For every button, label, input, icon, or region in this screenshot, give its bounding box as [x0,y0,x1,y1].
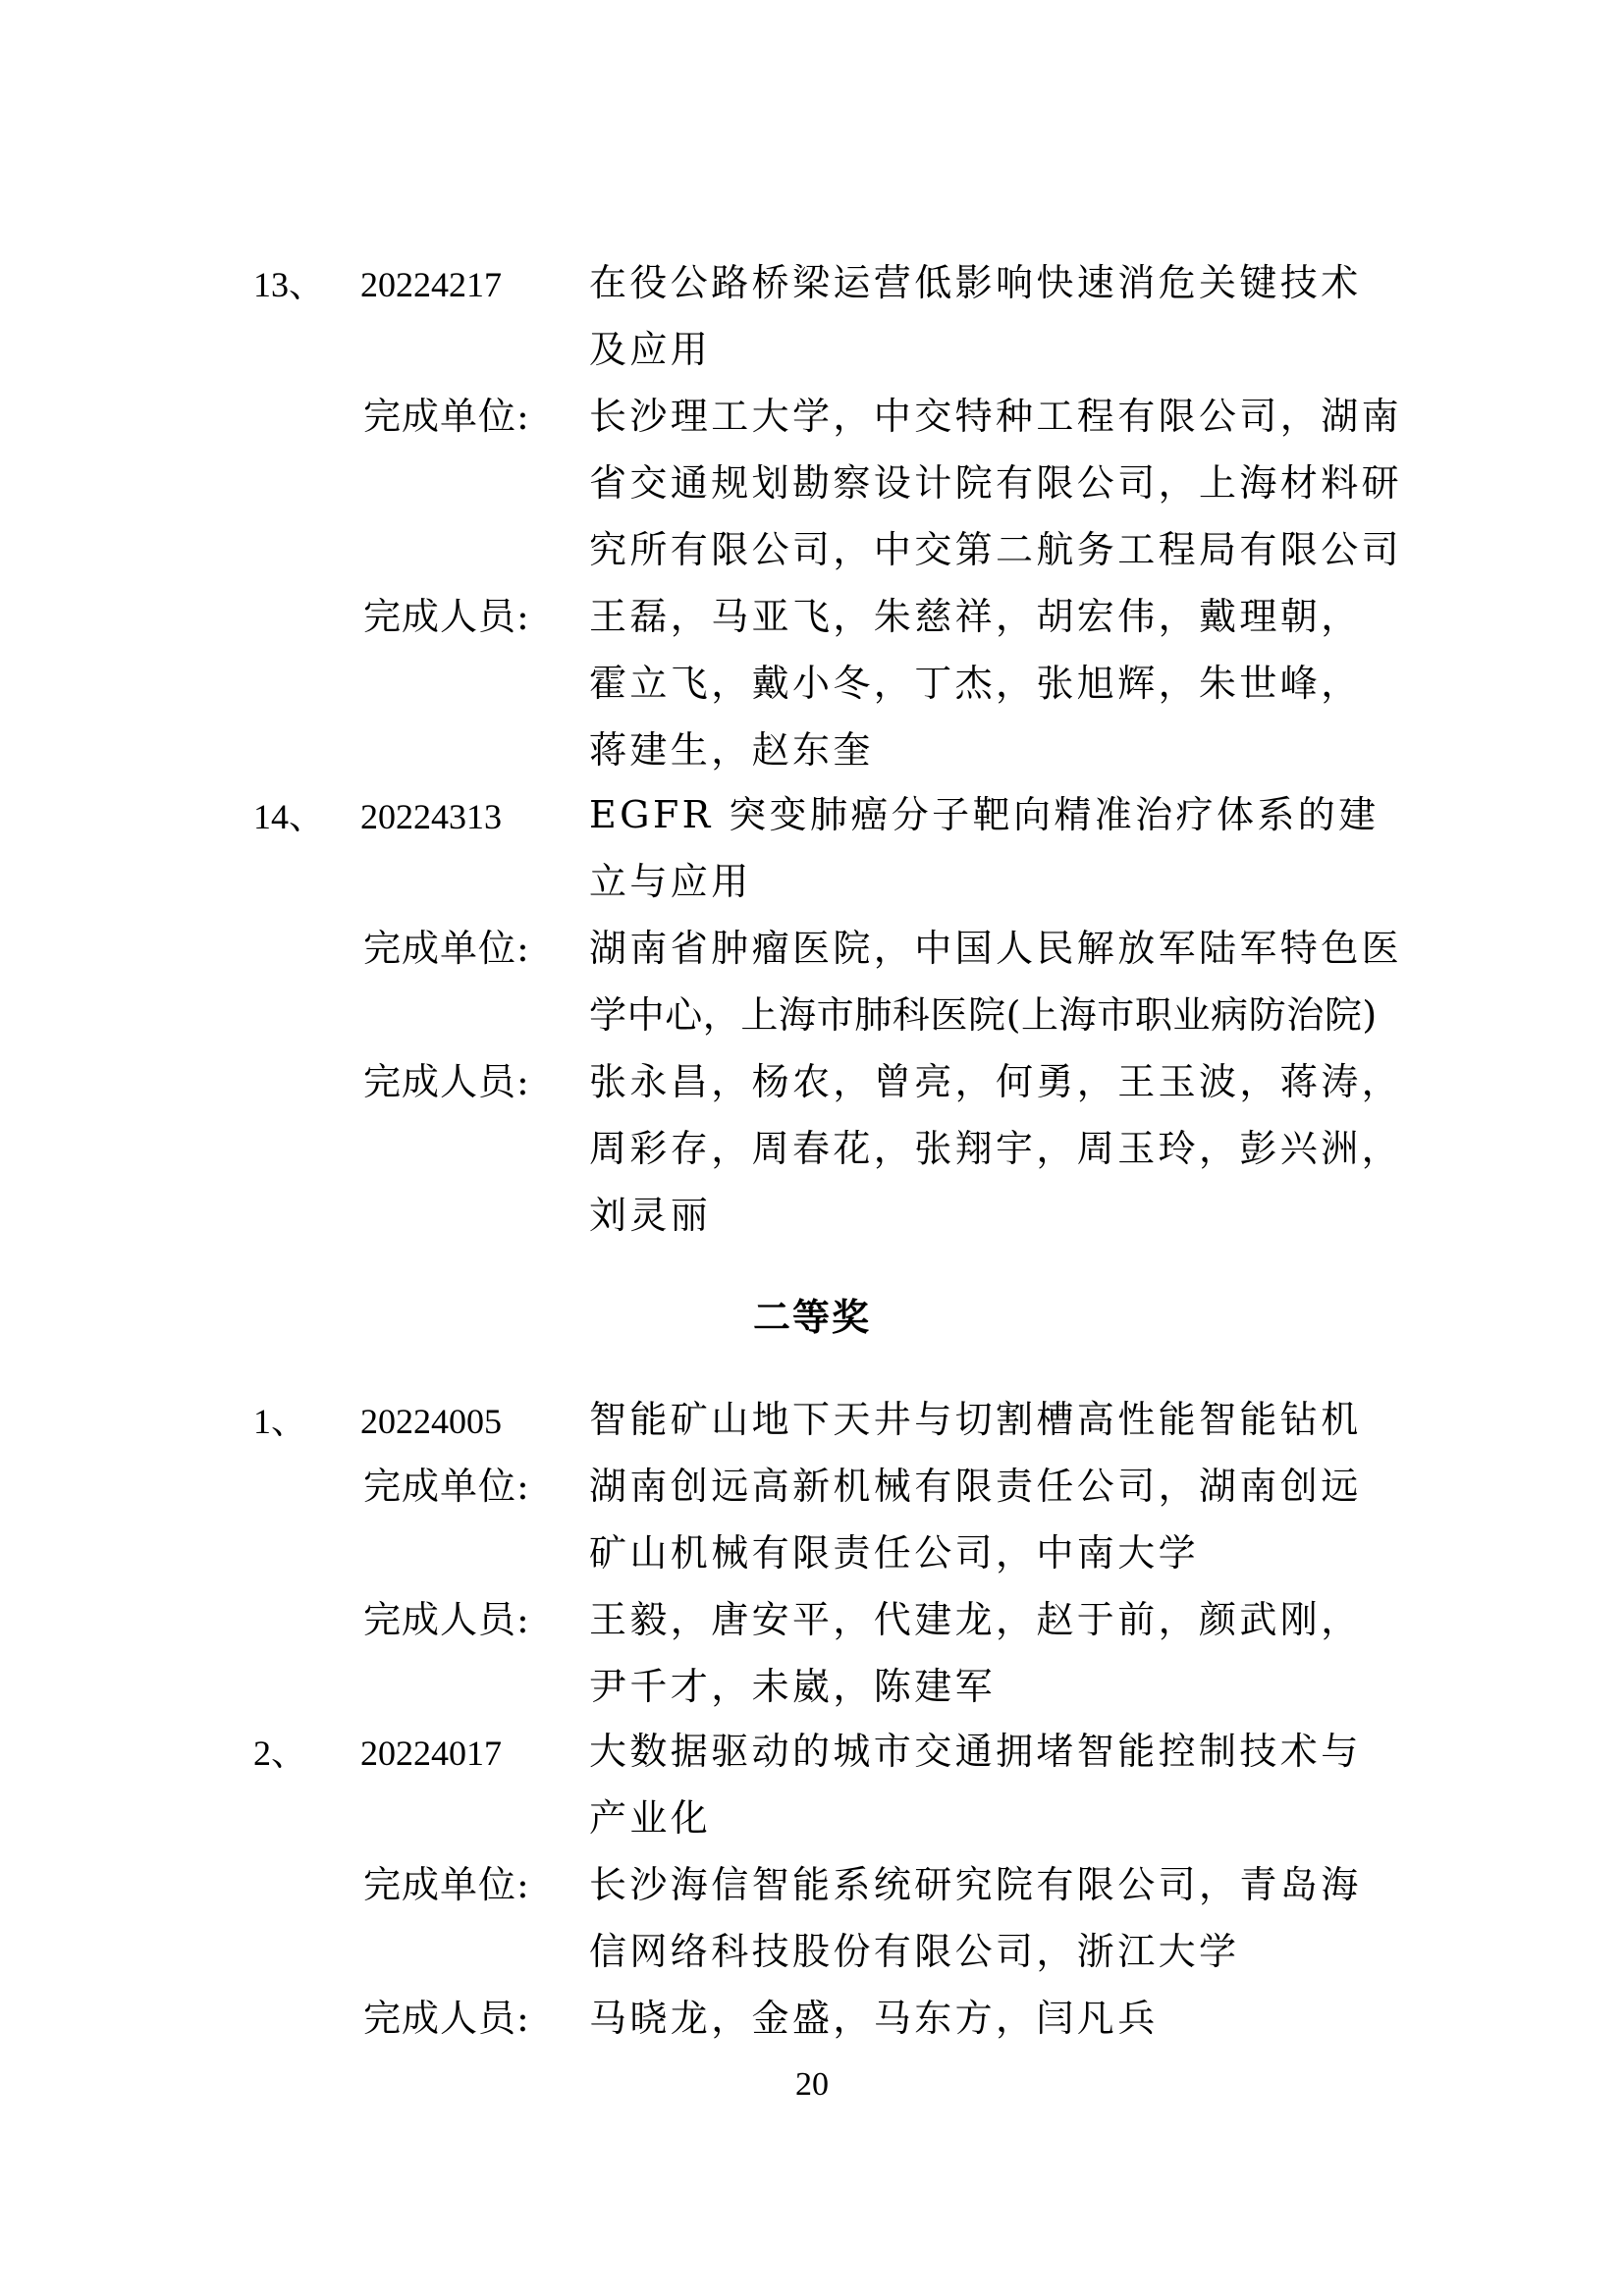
page-number: 20 [795,2066,829,2103]
units-line: 长沙理工大学，中交特种工程有限公司，湖南 [589,395,1403,438]
units-line: 湖南省肿瘤医院，中国人民解放军陆军特色医 [589,927,1403,970]
entry-code: 20224313 [360,797,502,836]
units-label: 完成单位: [363,395,530,438]
entry-number: 13、 [253,265,325,304]
entry-number: 2、 [253,1734,307,1773]
entry-title-line: 立与应用 [589,860,752,903]
section-heading-second-prize: 二等奖 [752,1296,871,1339]
units-line: 学中心，上海市肺科医院(上海市职业病防治院) [589,993,1378,1037]
entry-number: 1、 [253,1402,307,1441]
entry-title-line: 产业化 [589,1796,712,1840]
entry-code: 20224005 [360,1402,502,1441]
people-line: 王毅，唐安平，代建龙，赵于前，颜武刚， [589,1598,1362,1641]
units-line: 长沙海信智能系统研究院有限公司，青岛海 [589,1863,1362,1906]
entry-number: 14、 [253,797,325,836]
people-label: 完成人员: [363,1997,530,2040]
units-line: 信网络科技股份有限公司，浙江大学 [589,1930,1240,1973]
people-label: 完成人员: [363,1060,530,1103]
entry-title-line: 智能矿山地下天井与切割槽高性能智能钻机 [589,1398,1362,1441]
people-line: 刘灵丽 [589,1194,712,1237]
people-line: 周彩存，周春花，张翔宇，周玉玲，彭兴洲， [589,1127,1403,1170]
entry-code: 20224217 [360,265,502,304]
entry-title-line: 大数据驱动的城市交通拥堵智能控制技术与 [589,1730,1362,1773]
people-line: 霍立飞，戴小冬，丁杰，张旭辉，朱世峰， [589,662,1362,705]
entry-code: 20224017 [360,1734,502,1773]
people-line: 马晓龙，金盛，马东方，闫凡兵 [589,1997,1159,2040]
people-line: 张永昌，杨农，曾亮，何勇，王玉波，蒋涛， [589,1060,1403,1103]
people-label: 完成人员: [363,1598,530,1641]
entry-title-line: EGFR 突变肺癌分子靶向精准治疗体系的建 [589,793,1380,836]
units-line: 究所有限公司，中交第二航务工程局有限公司 [589,528,1403,571]
units-label: 完成单位: [363,1465,530,1508]
entry-title-line: 及应用 [589,328,712,371]
people-line: 尹千才，未崴，陈建军 [589,1665,997,1708]
units-line: 湖南创远高新机械有限责任公司，湖南创远 [589,1465,1362,1508]
people-line: 蒋建生，赵东奎 [589,728,874,772]
units-label: 完成单位: [363,927,530,970]
units-label: 完成单位: [363,1863,530,1906]
people-line: 王磊，马亚飞，朱慈祥，胡宏伟，戴理朝， [589,595,1362,638]
units-line: 省交通规划勘察设计院有限公司，上海材料研 [589,461,1403,505]
entry-title-line: 在役公路桥梁运营低影响快速消危关键技术 [589,261,1362,304]
units-line: 矿山机械有限责任公司，中南大学 [589,1531,1200,1575]
people-label: 完成人员: [363,595,530,638]
